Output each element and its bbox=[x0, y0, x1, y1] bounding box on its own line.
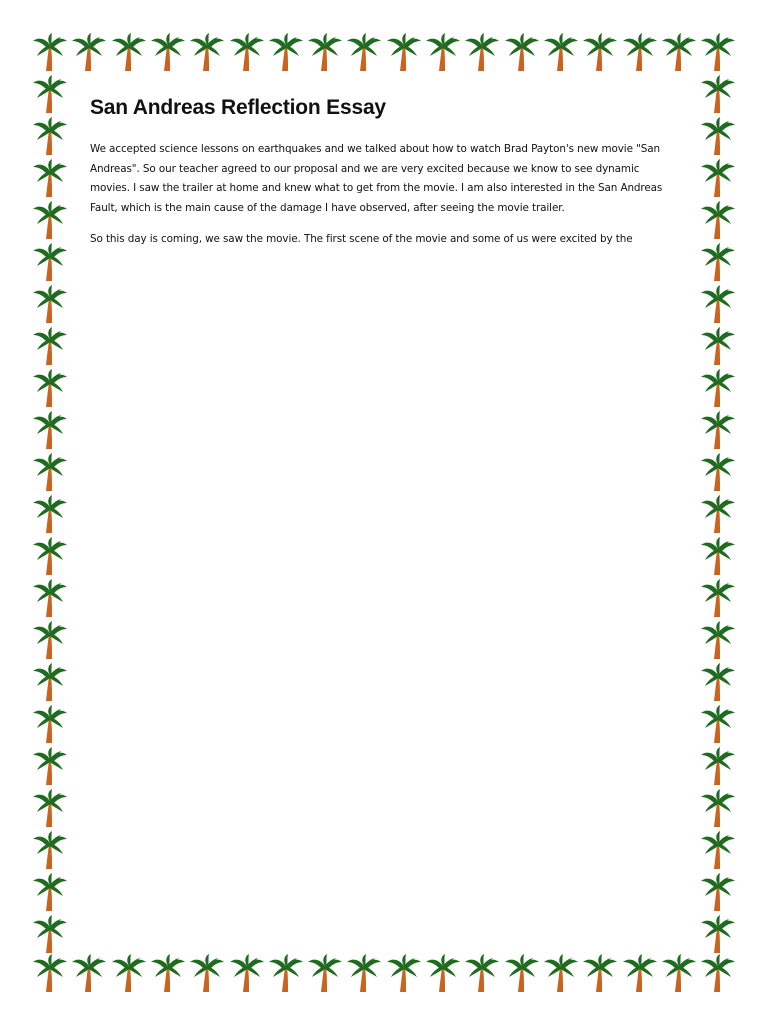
palm-tree-icon bbox=[32, 116, 68, 156]
palm-tree-icon bbox=[229, 953, 265, 993]
palm-tree-icon bbox=[700, 578, 736, 618]
palm-tree-icon bbox=[386, 32, 422, 72]
palm-tree-icon bbox=[307, 953, 343, 993]
palm-tree-icon bbox=[464, 32, 500, 72]
palm-tree-icon bbox=[32, 536, 68, 576]
palm-tree-icon bbox=[700, 536, 736, 576]
palm-tree-icon bbox=[268, 953, 304, 993]
palm-tree-icon bbox=[425, 32, 461, 72]
palm-tree-icon bbox=[71, 953, 107, 993]
palm-tree-icon bbox=[700, 200, 736, 240]
palm-tree-icon bbox=[543, 32, 579, 72]
palm-tree-icon bbox=[700, 494, 736, 534]
palm-tree-icon bbox=[32, 74, 68, 114]
palm-tree-icon bbox=[700, 830, 736, 870]
palm-tree-icon bbox=[700, 284, 736, 324]
palm-tree-icon bbox=[386, 953, 422, 993]
palm-tree-icon bbox=[582, 953, 618, 993]
palm-tree-icon bbox=[307, 32, 343, 72]
palm-tree-icon bbox=[111, 953, 147, 993]
palm-tree-icon bbox=[700, 704, 736, 744]
palm-tree-icon bbox=[700, 326, 736, 366]
palm-tree-icon bbox=[700, 914, 736, 954]
palm-tree-icon bbox=[32, 746, 68, 786]
palm-tree-icon bbox=[32, 368, 68, 408]
palm-tree-icon bbox=[700, 158, 736, 198]
palm-tree-icon bbox=[700, 74, 736, 114]
palm-tree-icon bbox=[32, 326, 68, 366]
palm-tree-icon bbox=[504, 953, 540, 993]
palm-tree-icon bbox=[700, 788, 736, 828]
palm-tree-icon bbox=[32, 32, 68, 72]
palm-tree-icon bbox=[32, 872, 68, 912]
document-title: San Andreas Reflection Essay bbox=[90, 96, 386, 119]
palm-tree-icon bbox=[189, 32, 225, 72]
palm-tree-icon bbox=[700, 620, 736, 660]
palm-tree-icon bbox=[700, 953, 736, 993]
palm-tree-icon bbox=[582, 32, 618, 72]
palm-tree-icon bbox=[32, 953, 68, 993]
palm-tree-icon bbox=[32, 704, 68, 744]
palm-tree-icon bbox=[504, 32, 540, 72]
palm-tree-icon bbox=[700, 410, 736, 450]
palm-tree-icon bbox=[150, 32, 186, 72]
palm-tree-icon bbox=[189, 953, 225, 993]
document-body bbox=[90, 90, 680, 262]
palm-tree-icon bbox=[425, 953, 461, 993]
palm-tree-icon bbox=[32, 242, 68, 282]
palm-tree-icon bbox=[32, 284, 68, 324]
palm-tree-icon bbox=[346, 953, 382, 993]
palm-tree-icon bbox=[32, 200, 68, 240]
palm-tree-icon bbox=[32, 914, 68, 954]
palm-tree-icon bbox=[661, 953, 697, 993]
paragraph-2: So this day is coming, we saw the movie. The first scene of the movie and some of us were excited by the bbox=[90, 233, 633, 245]
palm-tree-icon bbox=[700, 452, 736, 492]
palm-tree-icon bbox=[32, 158, 68, 198]
paragraph-1: We accepted science lessons on earthquakes and we talked about how to watch Brad Payton's new movie "San Andreas". So our teacher agreed to our proposal and we are very excited because we know to see dynamic movies. I saw the trailer at home and knew what to get from the movie. I am also interested in the San Andreas Fault, which is the main cause of the damage I have observed, after seeing the movie trailer. bbox=[90, 143, 663, 214]
palm-tree-icon bbox=[268, 32, 304, 72]
palm-tree-icon bbox=[700, 32, 736, 72]
palm-tree-icon bbox=[32, 578, 68, 618]
palm-tree-icon bbox=[700, 242, 736, 282]
palm-tree-icon bbox=[32, 494, 68, 534]
palm-tree-icon bbox=[661, 32, 697, 72]
palm-tree-icon bbox=[150, 953, 186, 993]
palm-tree-icon bbox=[32, 830, 68, 870]
palm-tree-icon bbox=[700, 116, 736, 156]
palm-tree-icon bbox=[32, 662, 68, 702]
palm-tree-icon bbox=[622, 953, 658, 993]
palm-tree-icon bbox=[700, 662, 736, 702]
palm-tree-icon bbox=[464, 953, 500, 993]
palm-tree-icon bbox=[32, 788, 68, 828]
palm-tree-icon bbox=[346, 32, 382, 72]
palm-tree-icon bbox=[71, 32, 107, 72]
palm-tree-icon bbox=[543, 953, 579, 993]
palm-tree-icon bbox=[700, 368, 736, 408]
palm-tree-icon bbox=[32, 620, 68, 660]
palm-tree-icon bbox=[111, 32, 147, 72]
palm-tree-icon bbox=[32, 410, 68, 450]
palm-tree-icon bbox=[622, 32, 658, 72]
palm-tree-icon bbox=[32, 452, 68, 492]
palm-tree-icon bbox=[700, 746, 736, 786]
palm-tree-icon bbox=[229, 32, 265, 72]
palm-tree-icon bbox=[700, 872, 736, 912]
